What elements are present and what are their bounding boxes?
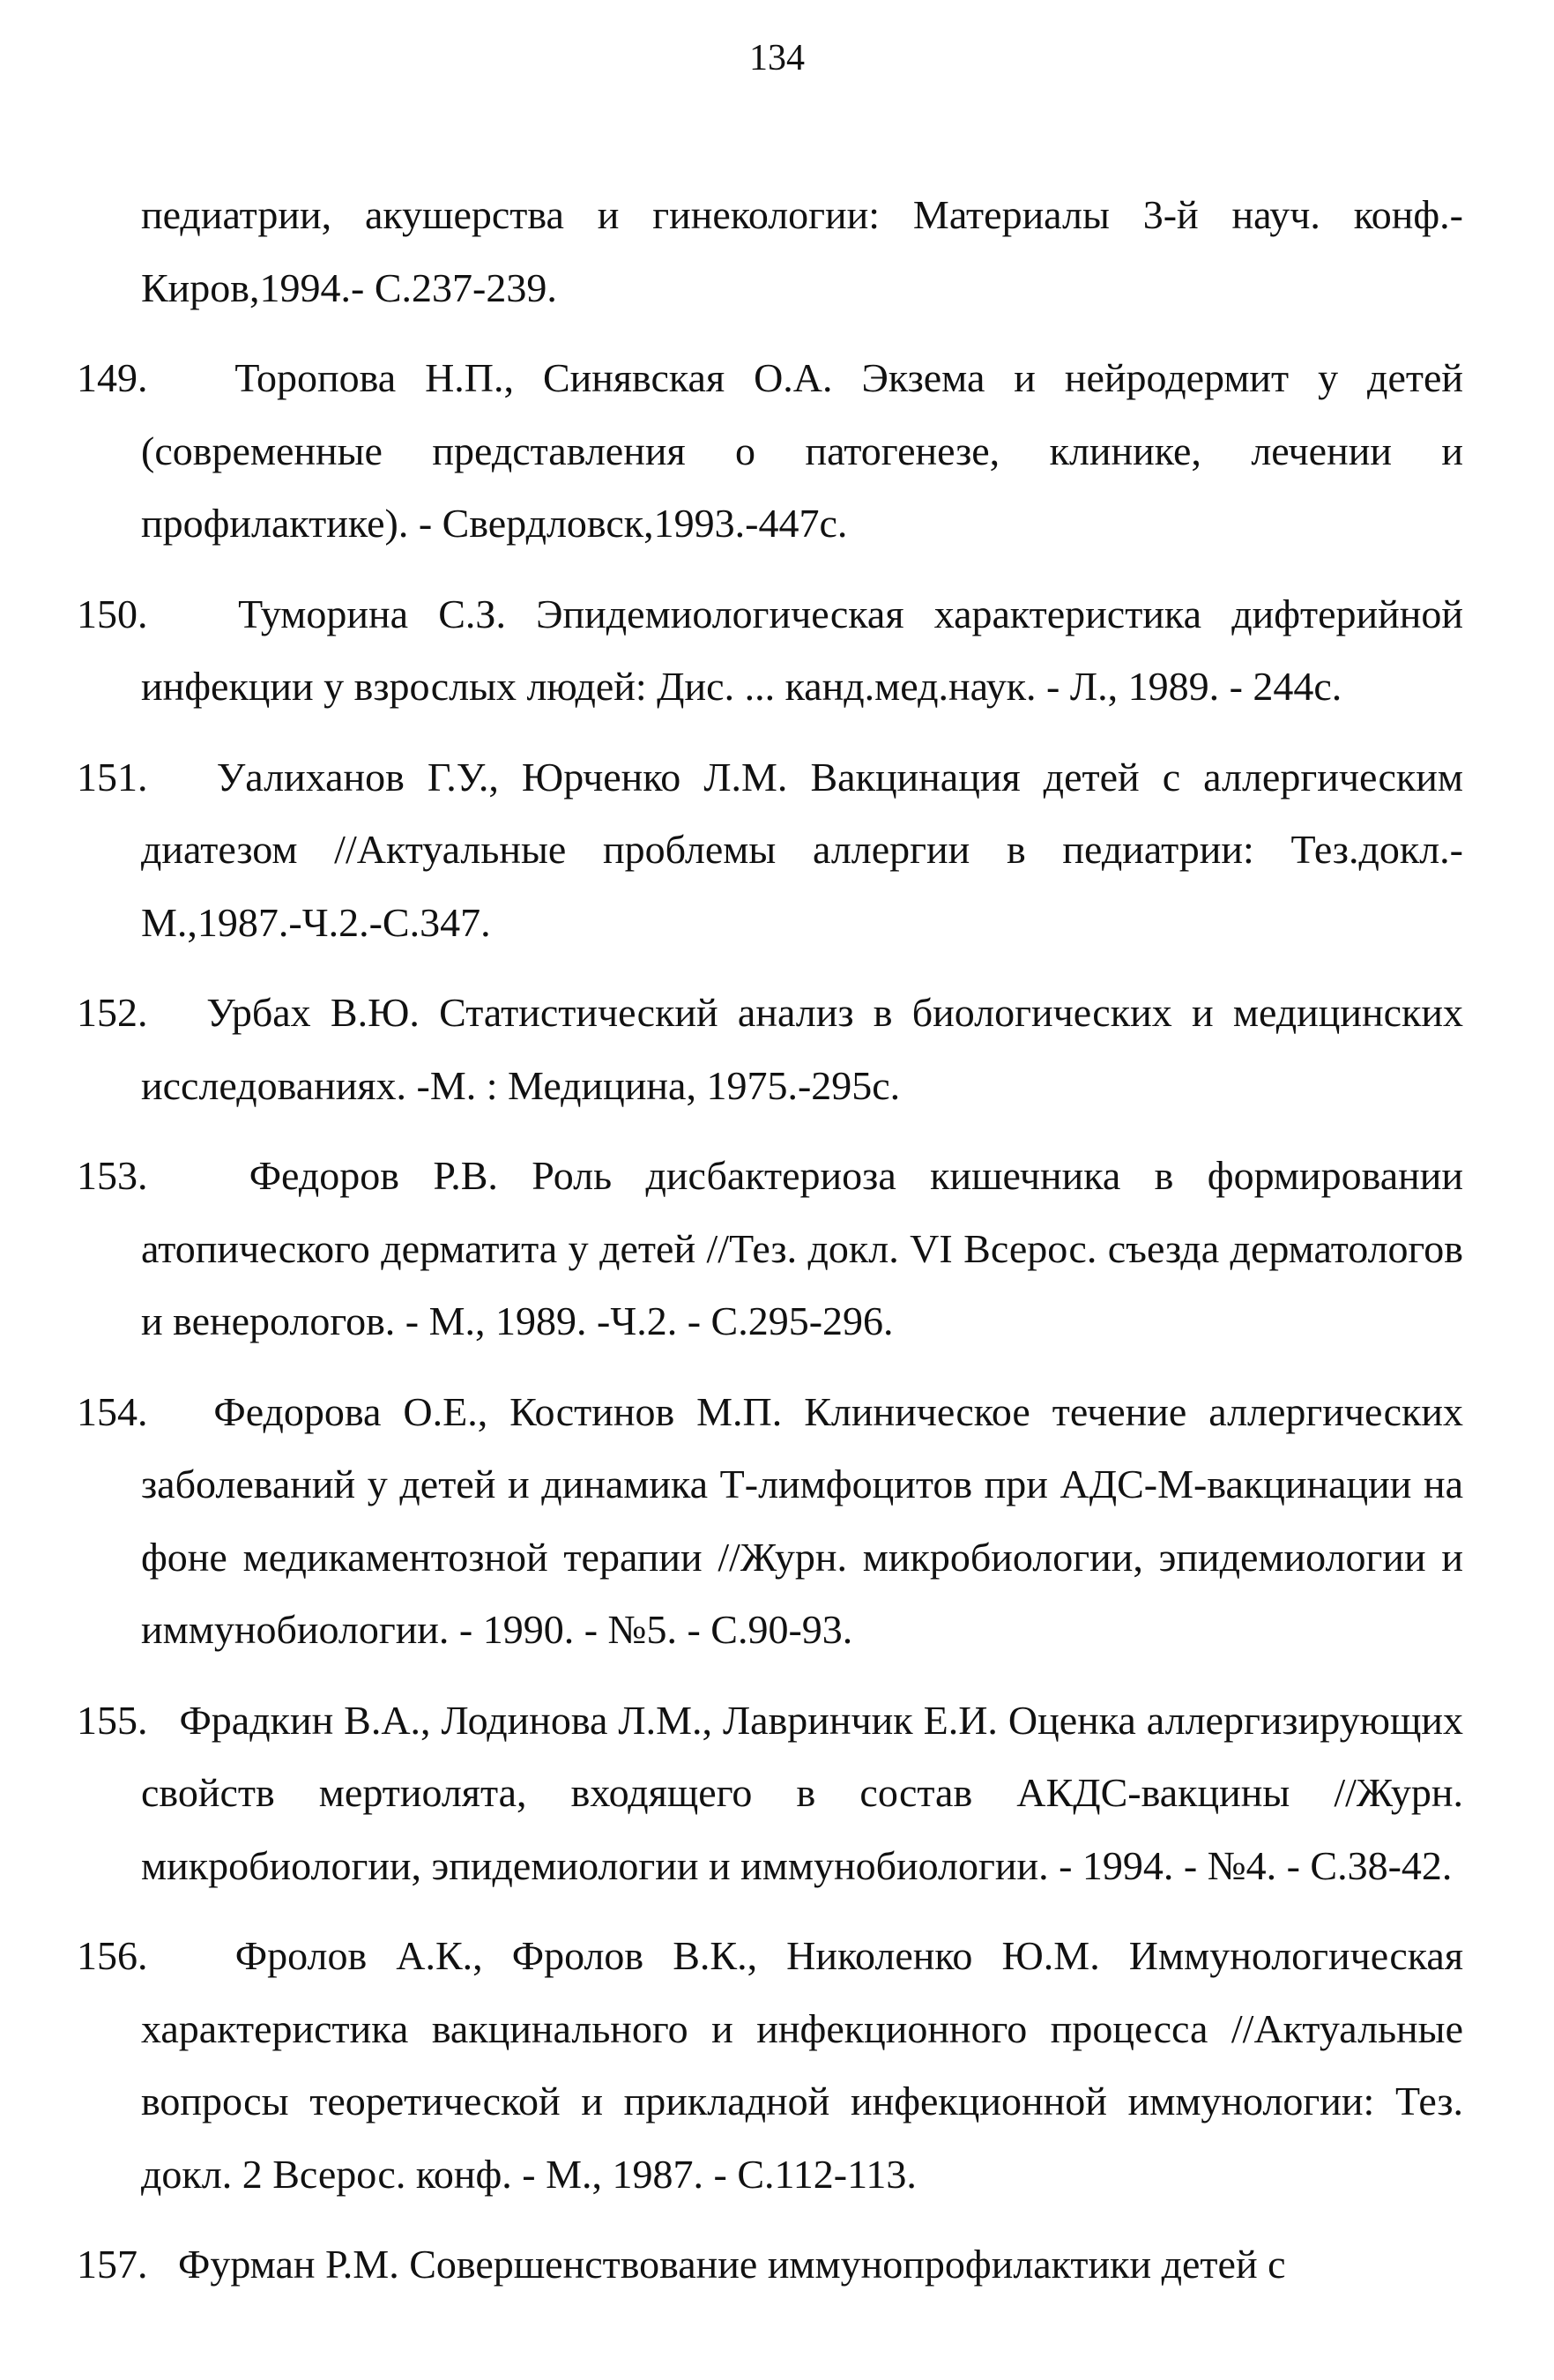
reference-entry [77,1685,1464,1903]
reference-entry [77,977,1464,1122]
reference-entry [77,1920,1464,2211]
reference-number: 156. [77,1933,206,1978]
reference-text: Федоров Р.В. Роль дисбактериоза кишечника в формировании атопического дерматита у детей //Тез. докл. VI Всерос. съезда дерматологов и венерологов. - М., 1989. -Ч.2. - С.295-296. [141,1153,1464,1343]
reference-number: 149. [77,355,206,400]
reference-text: Фрадкин В.А., Лодинова Л.М., Лавринчик Е.И. Оценка аллергизирующих свойств мертиолята, входящего в состав АКДС-вакцины //Журн. микробиологии, эпидемиологии и иммунобиологии. - 1994. - №4. - С.38-42. [141,1697,1464,1888]
reference-text: Федорова О.Е., Костинов М.П. Клиническое течение аллергических заболеваний у детей и динамика Т-лимфоцитов при АДС-М-вакцинации на фоне медикаментозной терапии //Журн. микробиологии, эпидемиологии и иммунобиологии. - 1990. - №5. - С.90-93. [141,1388,1463,1652]
reference-entry [77,1140,1464,1358]
reference-number: 154. [77,1388,192,1434]
reference-text: Уалиханов Г.У., Юрченко Л.М. Вакцинация детей с аллергическим диатезом //Актуальные проблемы аллергии в педиатрии: Тез.докл.- М.,1987.-Ч.2.-С.347. [141,754,1464,945]
reference-text: Туморина С.З. Эпидемиологическая характеристика дифтерийной инфекции у взрослых людей: Дис. ... канд.мед.наук. - Л., 1989. - 244с. [141,591,1464,709]
page-number: 134 [749,38,805,78]
reference-number: 153. [77,1153,216,1198]
reference-number: 152. [77,990,188,1035]
reference-entry [77,2228,1463,2302]
reference-text: Урбах В.Ю. Статистический анализ в биологических и медицинских исследованиях. -М. : Медицина, 1975.-295с. [141,990,1464,1108]
reference-entry [77,578,1464,724]
reference-list [77,179,1464,2319]
reference-number: 151. [77,754,194,800]
reference-entry [77,741,1464,960]
reference-text: Фурман Р.М. Совершенствование иммунопрофилактики детей с [178,2242,1286,2287]
reference-text: педиатрии, акушерства и гинекологии: Материалы 3-й науч. конф.- Киров,1994.- С.237-239. [141,192,1463,310]
reference-entry [77,1376,1463,1667]
reference-text: Торопова Н.П., Синявская О.А. Экзема и нейродермит у детей (современные представления о патогенезе, клинике, лечении и профилактике). - Свердловск,1993.-447с. [141,355,1464,546]
reference-number: 155. [77,1697,169,1743]
reference-number: 157. [77,2242,168,2287]
reference-entry [77,342,1464,561]
reference-text: Фролов А.К., Фролов В.К., Николенко Ю.М. Иммунологическая характеристика вакцинального и инфекционного процесса //Актуальные вопросы теоретической и прикладной инфекционной иммунологии: Тез. докл. 2 Всерос. конф. - М., 1987. - С.112-113. [141,1933,1464,2197]
reference-number: 150. [77,591,208,636]
reference-entry [141,179,1463,324]
